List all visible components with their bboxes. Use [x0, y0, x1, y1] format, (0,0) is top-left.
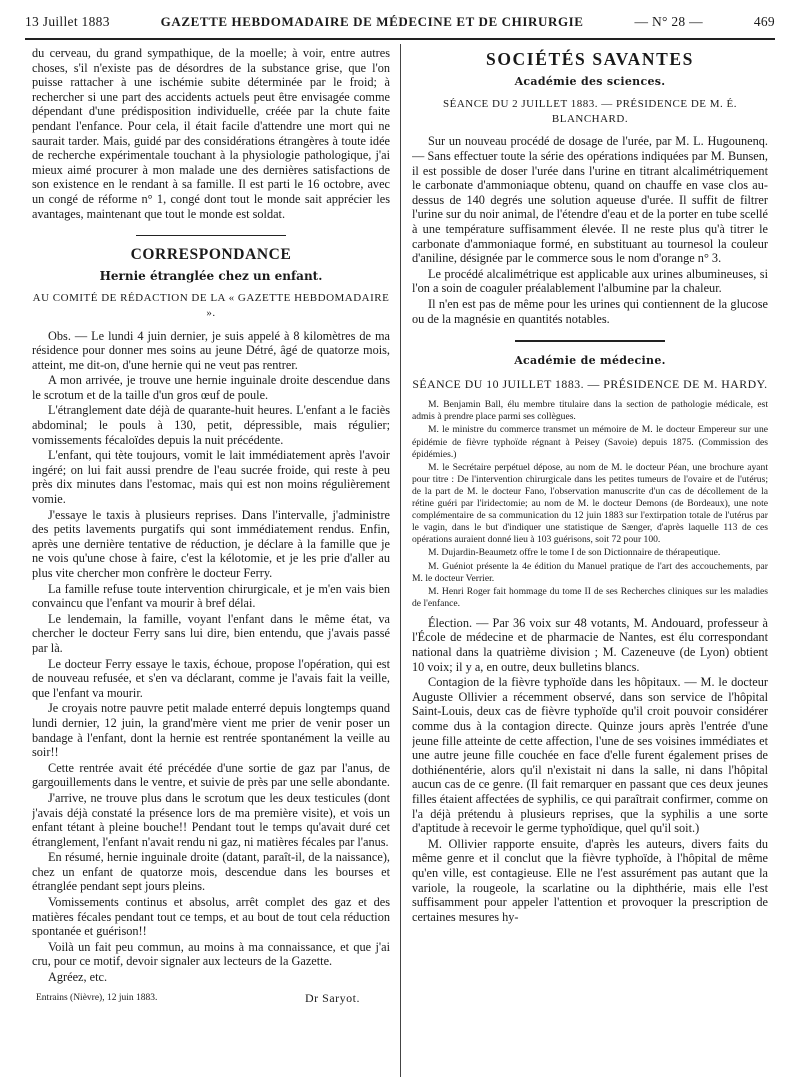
right-column: [412, 46, 768, 1079]
section-separator: [515, 340, 665, 342]
academy-title-sciences: Académie des sciences.: [514, 74, 666, 88]
paragraph: M. Ollivier rapporte ensuite, d'après les auteurs, divers faits du même genre et il conclut que la fièvre typhoïde, à l'hôpital de même qu'en ville, est contagieuse. Elle ne l'est assurément pas autant que la variole, la rougeole, la scarlatine ou la diphthérie, mais elle l'est suffisamment pour appeler l'attention et provoquer la prescription de certaines mesures hy-: [412, 836, 768, 924]
paragraph: La famille refuse toute intervention chirurgicale, et je m'en vais bien convaincu que l'enfant va mourir à bref délai.: [32, 581, 390, 611]
paragraph: Cette rentrée avait été précédée d'une sortie de gaz par l'anus, de gargouillements dans le ventre, et suivie de près par une selle abondante.: [32, 760, 390, 790]
header-page-number: 469: [753, 14, 775, 29]
paragraph: En résumé, hernie inguinale droite (datant, paraît-il, de la naissance), chez un enfant de quatorze mois, descendue dans les bourses et étranglée pendant sept jours pleins.: [32, 850, 390, 894]
paragraph: Contagion de la fièvre typhoïde dans les hôpitaux. — M. le docteur Auguste Ollivier a récemment observé, dans son service de l'hôpital Saint-Louis, deux cas de fièvre typhoïde qu'il croit pouvoir considérer comme dus à la contagion directe. Quinze jours après l'entrée d'une jeune fille atteinte de cette affection, l'une de ses voisines immédiates et une autre jeune fille couchée en face d'elle furent également prises de dothiénentérie, alors qu'il n'existait ni dans la salle, ni dans l'hôpital aucun cas de ce genre. (Il fait remarquer en passant que ces deux jeunes filles étaient affectées de syphilis, ce qui paraîtrait confirmer, comme on l'a déjà prétendu à plusieurs reprises, que la syphilis a une sorte d'aptitude à recevoir le germe typhoïdique, quel qu'il soit.): [412, 675, 768, 836]
paragraph: L'enfant, qui tète toujours, vomit le lait immédiatement après l'avoir ingéré; on lui fait aussi prendre de l'eau sucrée froide, qui reste à peu près dix minutes dans l'estomac, mais qui est non moins régulièrement vomie.: [32, 448, 390, 507]
small-paragraph: M. le Secrétaire perpétuel dépose, au nom de M. le docteur Péan, une brochure ayant pour titre : De l'intervention chirurgicale dans les petites tumeurs de l'ovaire et de l'utérus; de la part de M. le docteur Fano, l'observation manuscrite d'un cas de décollement de la rétine guéri par l'iridectomie; au nom de M. le docteur Demons (de Bordeaux), une note complémentaire de sa communication du 12 juin 1883 sur l'extirpation totale de l'utérus par le vagin, dans le but d'indiquer une statistique de Sænger, d'après laquelle 113 de ces opérations auraient donné lieu à 103 guérisons, soit 72 pour 100.: [412, 461, 768, 546]
paragraph: J'essaye le taxis à plusieurs reprises. Dans l'intervalle, j'administre des petits lavements purgatifs qui sont immédiatement rendus. Enfin, après une dernière tentative de réduction, je déclare à la famille que je ne vois qu'une chose à faire, c'est la kélotomie, et je les prie d'aller au plus vite chercher mon confrère le docteur Ferry.: [32, 507, 390, 580]
paragraph: Vomissements continus et absolus, arrêt complet des gaz et des matières fécales pendant tout ce temps, et au bout de tout cela réduction spontanée et guérison!!: [32, 895, 390, 939]
section-title-correspondance: CORRESPONDANCE: [130, 246, 292, 264]
paragraph: A mon arrivée, je trouve une hernie inguinale droite descendue dans le scrotum et de la taille d'un gros œuf de poule.: [32, 373, 390, 402]
paragraph: Obs. — Le lundi 4 juin dernier, je suis appelé à 8 kilomètres de ma résidence pour donner mes soins au jeune Détré, âgé de quatorze mois, atteint, me dit-on, d'une hernie qui ne veut pas rentrer.: [32, 328, 390, 372]
place-date: Entrains (Nièvre), 12 juin 1883.: [36, 992, 158, 1003]
paragraph: L'étranglement date déjà de quarante-huit heures. L'enfant a le faciès abdominal; le pouls à 130, petit, dépressible, mais régulier; vomissements fécaloïdes depuis la nuit précédente.: [32, 403, 390, 447]
paragraph: J'arrive, ne trouve plus dans le scrotum que les deux testicules (dont j'avais déjà constaté la présence lors de ma première visite), et vois un enfant tétant à pleine bouche!! Pendant tout le temps qu'avait duré cet étranglement, l'enfant n'avait rendu ni gaz, ni matières fécales par l'anus.: [32, 790, 390, 849]
paragraph: Voilà un fait peu commun, au moins à ma connaissance, et que j'ai cru, pour ce motif, devoir signaler aux lecteurs de la Gazette.: [32, 939, 390, 969]
small-paragraph: M. Benjamin Ball, élu membre titulaire dans la section de pathologie médicale, est admis à prendre place parmi ses collègues.: [412, 399, 768, 423]
small-paragraph: M. Guéniot présente la 4e édition du Manuel pratique de l'art des accouchements, par M. le docteur Verrier.: [412, 560, 768, 584]
continued-paragraph: du cerveau, du grand sympathique, de la moelle; à voir, entre autres choses, s'il n'existe pas de désordres de la substance grise, que l'on puisse rattacher à une ischémie subite déterminée par le froid; à rechercher si une part des accidents actuels peut être envisagée comme dépendant d'une prédisposition individuelle, créée par la chute faite pendant l'enfance. Pour cela, il était facile d'attendre une mort qui ne saurait tarder. Mais, guidé par des considérations étrangères à toute idée de recherche expérimentale touchant à la physiologie pathologique, j'ai mieux aimé procurer à mon malade une des dernières satisfactions de son existence en le rendant à sa famille. Il est parti le 16 octobre, avec un congé de réforme n° 1, congé dont tout le monde sait apprécier les avantages, maintenant que tout le monde est soldat.: [32, 46, 390, 221]
article-address: AU COMITÉ DE RÉDACTION DE LA « GAZETTE HEBDOMADAIRE ».: [32, 292, 390, 319]
paragraph: Il n'en est pas de même pour les urines qui contiennent de la glucose ou de la magnésie en quantités notables.: [412, 296, 768, 326]
section-separator: [136, 235, 286, 236]
paragraph: Sur un nouveau procédé de dosage de l'urée, par M. L. Hugounenq. — Sans effectuer toute la série des opérations indiquées par M. Bunsen, il est possible de doser l'urée dans l'urine en titrant alcalimétriquement le carbonate d'ammoniaque obtenu, quand on chauffe en vase clos au-dessus de 140 degrés une solution aqueuse d'urée. Il suffit de filtrer l'urine sur du noir animal, de l'étendre d'eau et de la porter en tube scellé à une température suffisamment élevée. Il ne reste plus qu'à titrer le carbonate d'ammoniaque formé, en substituant au tournesol la couleur d'aniline, désignée par le commerce sous le nom d'orange n° 3.: [412, 134, 768, 266]
paragraph: Je croyais notre pauvre petit malade enterré depuis longtemps quand lundi dernier, 12 juin, la grand'mère vient me prier de venir poser un bandage à l'enfant, dont la hernie est rentrée spontanément la veille au soir!!: [32, 701, 390, 760]
paragraph: Élection. — Par 36 voix sur 48 votants, M. Andouard, professeur à l'École de médecine et de pharmacie de Nantes, est élu correspondant national dans la quatrième division ; M. Cazeneuve (de Lyon) obtient 10 voix; il y a, en outre, deux bulletins blancs.: [412, 615, 768, 674]
small-paragraph: M. Henri Roger fait hommage du tome II de ses Recherches cliniques sur les maladies de l'enfance.: [412, 585, 768, 609]
article-title: Hernie étranglée chez un enfant.: [99, 268, 323, 283]
paragraph: Le procédé alcalimétrique est applicable aux urines albumineuses, si l'on a soin de coaguler préalablement l'albumine par la chaleur.: [412, 266, 768, 296]
signature-block: [32, 991, 390, 1006]
signature: Dr Saryot.: [305, 990, 360, 1005]
paragraph: Le docteur Ferry essaye le taxis, échoue, propose l'opération, qui est de nouveau refusée, et s'en va déclarant, comme je l'avais fait la veille, que l'enfant va mourir.: [32, 656, 390, 700]
header-issue-number: — N° 28 —: [634, 14, 703, 29]
academy-title-medecine: Académie de médecine.: [514, 354, 666, 368]
column-divider: [400, 44, 401, 1077]
running-header: [25, 8, 775, 36]
paragraph: Le lendemain, la famille, voyant l'enfant dans le même état, va chercher le docteur Ferry sans lui dire, bien entendu, que j'avais passé par là.: [32, 611, 390, 655]
section-title-societes: SOCIÉTÉS SAVANTES: [486, 49, 694, 69]
small-paragraph: M. Dujardin-Beaumetz offre le tome I de son Dictionnaire de thérapeutique.: [428, 547, 721, 559]
small-paragraph: M. le ministre du commerce transmet un mémoire de M. le docteur Empereur sur une épidémie de fièvre typhoïde régnant à Peisey (Savoie) depuis 1875. (Commission des épidémies.): [412, 424, 768, 460]
header-rule: [25, 38, 775, 40]
header-journal-title: GAZETTE HEBDOMADAIRE DE MÉDECINE ET DE CHIRURGIE: [160, 14, 584, 29]
paragraph: Agréez, etc.: [48, 970, 108, 985]
left-column: [32, 46, 390, 1079]
seance-heading: SÉANCE DU 10 JUILLET 1883. — PRÉSIDENCE DE M. HARDY.: [412, 376, 768, 391]
seance-heading: SÉANCE DU 2 JUILLET 1883. — PRÉSIDENCE DE M. É. BLANCHARD.: [442, 98, 737, 125]
header-date: 13 Juillet 1883: [25, 14, 110, 29]
